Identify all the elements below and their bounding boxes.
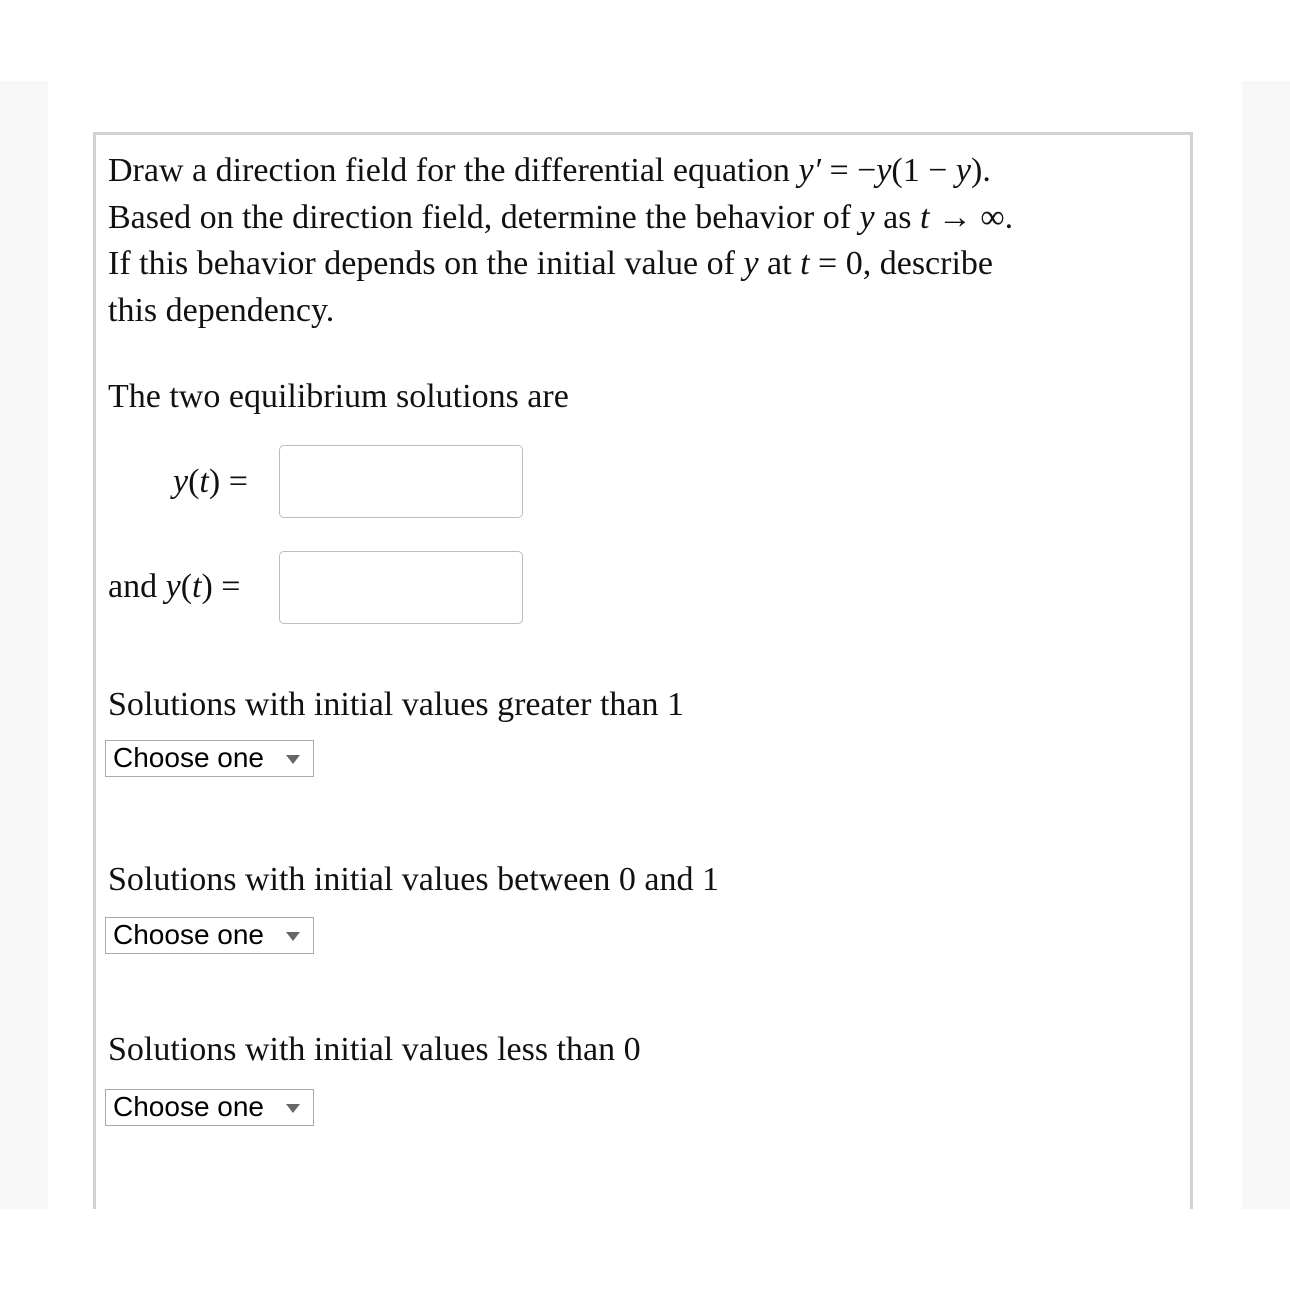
equilibrium-input-1[interactable] bbox=[279, 445, 523, 518]
chevron-down-icon bbox=[286, 932, 300, 941]
equilibrium-label-1: y(t) = bbox=[173, 463, 248, 500]
problem-line-3: If this behavior depends on the initial value of y at t = 0, describe bbox=[108, 245, 993, 282]
right-gutter bbox=[1242, 81, 1290, 1209]
chevron-down-icon bbox=[286, 755, 300, 764]
behavior-select-between-0-and-1[interactable] bbox=[105, 917, 314, 954]
question-greater-than-1: Solutions with initial values greater than 1 bbox=[108, 686, 685, 723]
select-value: Choose one bbox=[113, 919, 265, 950]
behavior-select-less-than-0[interactable] bbox=[105, 1089, 314, 1126]
chevron-down-icon bbox=[286, 1104, 300, 1113]
behavior-select-greater-than-1[interactable] bbox=[105, 740, 314, 777]
equilibrium-intro: The two equilibrium solutions are bbox=[108, 378, 569, 415]
equilibrium-label-2: and y(t) = bbox=[108, 568, 241, 605]
equilibrium-input-2[interactable] bbox=[279, 551, 523, 624]
question-between-0-and-1: Solutions with initial values between 0 and 1 bbox=[108, 861, 719, 898]
select-value: Choose one bbox=[113, 742, 265, 773]
problem-line-4: this dependency. bbox=[108, 291, 335, 329]
left-gutter bbox=[0, 81, 48, 1209]
problem-line-1: Draw a direction field for the differential equation y′ = −y(1 − y). bbox=[108, 152, 991, 189]
problem-statement bbox=[108, 148, 1178, 334]
question-less-than-0: Solutions with initial values less than 0 bbox=[108, 1031, 641, 1068]
problem-line-2: Based on the direction field, determine the behavior of y as t → ∞. bbox=[108, 198, 1014, 236]
select-value: Choose one bbox=[113, 1091, 265, 1122]
